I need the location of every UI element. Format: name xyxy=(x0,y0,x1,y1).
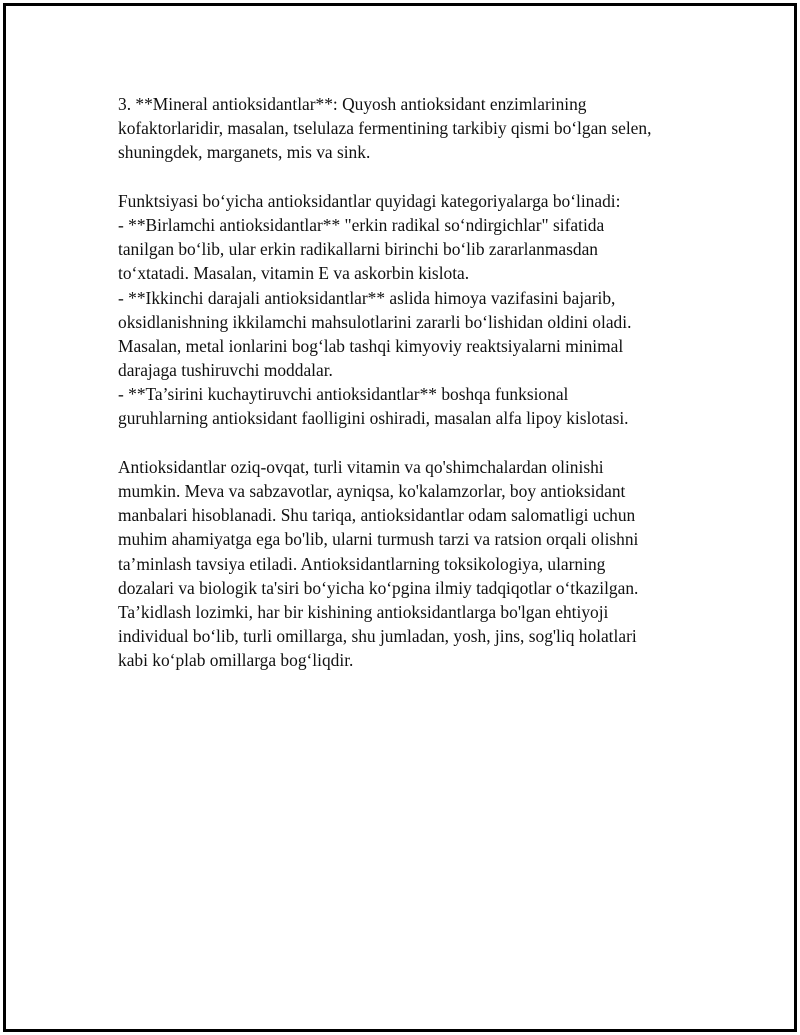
text-line: - **Birlamchi antioksidantlar** "erkin radikal so‘ndirgichlar" sifatida xyxy=(118,214,605,235)
paragraph-function-categories xyxy=(118,189,678,431)
text-line: - **Ta’sirini kuchaytiruvchi antioksidantlar** boshqa funksional xyxy=(118,384,569,405)
text-line: kofaktorlaridir, masalan, tselulaza fermentining tarkibiy qismi bo‘lgan selen, xyxy=(118,118,652,139)
text-line: Funktsiyasi bo‘yicha antioksidantlar quyidagi kategoriyalarga bo‘linadi: xyxy=(118,190,621,211)
text-line: dozalari va biologik ta'siri bo‘yicha ko‘pgina ilmiy tadqiqotlar o‘tkazilgan. xyxy=(118,577,639,598)
text-line: individual bo‘lib, turli omillarga, shu jumladan, yosh, jins, sog'liq holatlari xyxy=(118,626,637,647)
text-line: ta’minlash tavsiya etiladi. Antioksidantlarning toksikologiya, ularning xyxy=(118,553,606,574)
text-line: guruhlarning antioksidant faolligini oshiradi, masalan alfa lipoy kislotasi. xyxy=(118,408,629,429)
text-line: Ta’kidlash lozimki, har bir kishining antioksidantlarga bo'lgan ehtiyoji xyxy=(118,601,609,622)
text-line: Masalan, metal ionlarini bog‘lab tashqi kimyoviy reaktsiyalarni minimal xyxy=(118,335,624,356)
text-line: muhim ahamiyatga ega bo'lib, ularni turmush tarzi va ratsion orqali olishni xyxy=(118,529,639,550)
text-line: tanilgan bo‘lib, ular erkin radikallarni birinchi bo‘lib zararlanmasdan xyxy=(118,239,599,260)
text-line: kabi ko‘plab omillarga bog‘liqdir. xyxy=(118,650,354,671)
text-line: to‘xtatadi. Masalan, vitamin E va askorbin kislota. xyxy=(118,263,470,284)
paragraph-gap xyxy=(118,431,678,455)
text-line: oksidlanishning ikkilamchi mahsulotlarini zararli bo‘lishidan oldini oladi. xyxy=(118,311,632,332)
text-line: Antioksidantlar oziq-ovqat, turli vitamin va qo'shimchalardan olinishi xyxy=(118,456,604,477)
document-body xyxy=(118,92,678,673)
paragraph-gap xyxy=(118,165,678,189)
paragraph-mineral-antioxidants xyxy=(118,92,678,165)
text-line: darajaga tushiruvchi moddalar. xyxy=(118,360,333,381)
paragraph-sources xyxy=(118,455,678,673)
text-line: 3. **Mineral antioksidantlar**: Quyosh antioksidant enzimlarining xyxy=(118,94,587,114)
text-line: mumkin. Meva va sabzavotlar, ayniqsa, ko'kalamzorlar, boy antioksidant xyxy=(118,481,626,501)
text-line: manbalari hisoblanadi. Shu tariqa, antioksidantlar odam salomatligi uchun xyxy=(118,505,636,526)
text-line: shuningdek, marganets, mis va sink. xyxy=(118,142,371,163)
text-line: - **Ikkinchi darajali antioksidantlar** aslida himoya vazifasini bajarib, xyxy=(118,287,616,308)
